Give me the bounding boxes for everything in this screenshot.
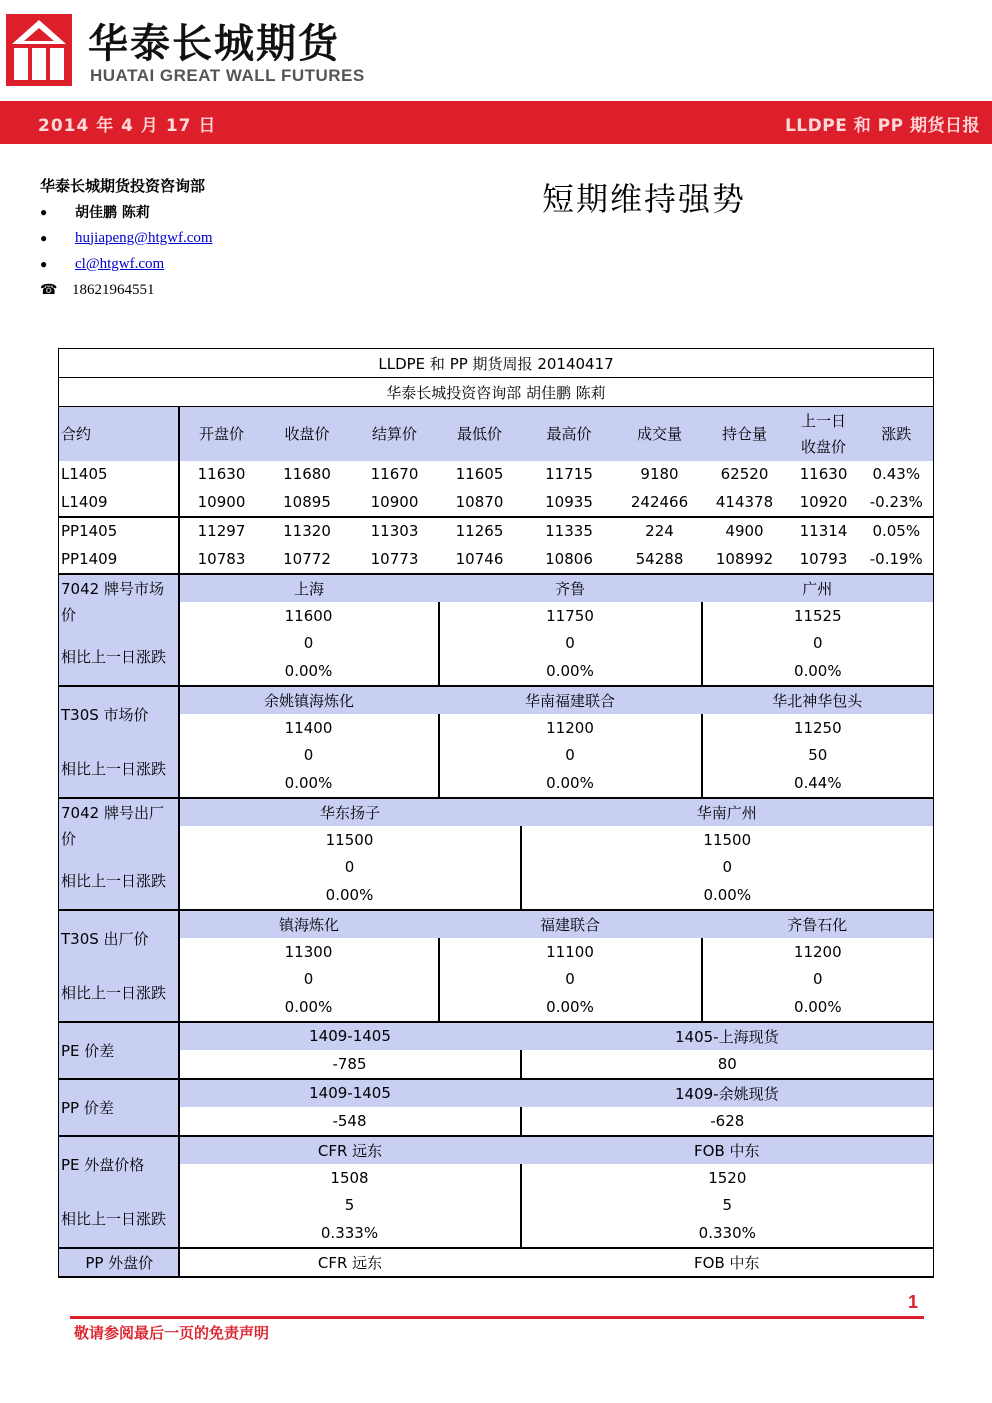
table-cell: 10920: [799, 492, 848, 511]
table-cell: 华南广州: [521, 798, 934, 827]
column-header-change: 涨跌: [860, 407, 934, 461]
label-change: 相比上一日涨跌: [59, 742, 179, 798]
table-cell: 11630: [197, 465, 246, 484]
table-cell: 11265: [439, 517, 521, 546]
label-pe-spread: PE 价差: [59, 1022, 179, 1079]
table-cell: 11715: [545, 465, 593, 484]
table-cell: -0.19%: [860, 545, 934, 574]
table-cell: CFR 远东: [179, 1248, 521, 1278]
table-cell: -628: [521, 1107, 934, 1136]
table-row: [59, 798, 934, 827]
table-row: [59, 714, 934, 742]
table-cell: 11303: [351, 517, 439, 546]
table-cell: 1520: [521, 1164, 934, 1192]
table-subtitle: 华泰长城投资咨询部 胡佳鹏 陈莉: [59, 378, 934, 407]
table-row: [59, 686, 934, 715]
logo-english-name: HUATAI GREAT WALL FUTURES: [90, 66, 365, 85]
table-cell: 0.330%: [521, 1219, 934, 1248]
table-cell: 11400: [179, 714, 439, 742]
column-header-settle: 结算价: [351, 407, 439, 461]
disclaimer-note: 敬请参阅最后一页的免责声明: [74, 1324, 270, 1342]
table-row: [59, 630, 934, 658]
table-cell: 0: [179, 854, 521, 882]
table-row: [59, 378, 934, 407]
table-cell: 0.00%: [439, 657, 702, 686]
table-cell: 0.00%: [179, 657, 439, 686]
table-cell: 11320: [264, 517, 351, 546]
table-cell: 1405-上海现货: [521, 1022, 934, 1051]
table-cell: 0.00%: [439, 769, 702, 798]
table-cell: 11500: [521, 826, 934, 854]
label-7042-factory: 7042 牌号出厂价: [59, 798, 179, 854]
company-logo-icon: [6, 14, 72, 86]
table-cell: 镇海炼化: [179, 910, 439, 939]
table-cell: 5: [521, 1192, 934, 1220]
table-cell: 11605: [455, 465, 504, 484]
column-header-open-interest: 持仓量: [702, 407, 788, 461]
table-cell: FOB 中东: [521, 1248, 934, 1278]
column-header-open: 开盘价: [179, 407, 264, 461]
table-cell: L1405: [59, 461, 179, 489]
table-row: [59, 349, 934, 378]
table-row: [59, 881, 934, 910]
label-7042-market: 7042 牌号市场价: [59, 574, 179, 630]
table-cell: 10870: [455, 492, 504, 511]
table-cell: 10773: [370, 549, 419, 568]
table-row: [59, 517, 934, 546]
table-cell: 华东扬子: [179, 798, 521, 827]
table-cell: 414378: [715, 492, 774, 511]
table-row: [59, 1050, 934, 1079]
table-cell: 齐鲁石化: [702, 910, 934, 939]
table-cell: 50: [702, 742, 934, 770]
phone-icon: ☎: [40, 282, 58, 298]
label-t30s-factory: T30S 出厂价: [59, 910, 179, 966]
table-row: [59, 602, 934, 630]
table-cell: 0.00%: [439, 993, 702, 1022]
table-cell: 11335: [521, 517, 618, 546]
table-cell: 0.05%: [860, 517, 934, 546]
table-row: [59, 910, 934, 939]
phone-number: 18621964551: [72, 281, 155, 298]
table-cell: 1409-余姚现货: [521, 1079, 934, 1108]
table-cell: 54288: [635, 549, 684, 568]
bullet-icon: ●: [40, 204, 48, 219]
label-pe-foreign: PE 外盘价格: [59, 1136, 179, 1192]
logo-chinese-name: 华泰长城期货: [88, 21, 340, 67]
table-cell: -548: [179, 1107, 521, 1136]
table-cell: 11314: [788, 517, 860, 546]
table-cell: 10806: [545, 549, 593, 568]
table-row: [59, 461, 934, 489]
table-row: [59, 545, 934, 574]
table-title: LLDPE 和 PP 期货周报 20140417: [59, 349, 934, 378]
table-cell: 10935: [545, 492, 593, 511]
table-row: [59, 1136, 934, 1165]
table-cell: 108992: [715, 549, 774, 568]
table-cell: 0: [179, 630, 439, 658]
report-table: [58, 348, 934, 1278]
table-row: [59, 1192, 934, 1220]
table-row: [59, 966, 934, 994]
page-number: 1: [908, 1292, 919, 1312]
table-cell: 10900: [197, 492, 246, 511]
table-row: [59, 826, 934, 854]
table-row: [59, 574, 934, 603]
table-cell: 华南福建联合: [439, 686, 702, 715]
table-cell: 1508: [179, 1164, 521, 1192]
label-pp-spread: PP 价差: [59, 1079, 179, 1136]
label-change: 相比上一日涨跌: [59, 630, 179, 686]
table-cell: 9180: [640, 465, 679, 484]
table-cell: 224: [618, 517, 702, 546]
table-cell: 242466: [630, 492, 689, 511]
table-cell: PP1409: [59, 545, 179, 574]
table-cell: 0: [439, 966, 702, 994]
table-row: [59, 407, 934, 461]
bullet-icon: ●: [40, 230, 48, 245]
table-cell: 5: [179, 1192, 521, 1220]
table-row: [59, 488, 934, 517]
table-cell: 0: [439, 630, 702, 658]
region-guangzhou: 广州: [702, 574, 934, 603]
table-cell: 0.00%: [702, 993, 934, 1022]
table-cell: 1409-1405: [179, 1079, 521, 1108]
table-cell: 10783: [197, 549, 246, 568]
table-cell: 80: [521, 1050, 934, 1079]
column-header-high: 最高价: [521, 407, 618, 461]
table-cell: 0.43%: [860, 461, 934, 489]
label-pp-foreign: PP 外盘价: [59, 1248, 179, 1278]
table-cell: 0.00%: [179, 881, 521, 910]
region-qilu: 齐鲁: [439, 574, 702, 603]
table-cell: 0.333%: [179, 1219, 521, 1248]
table-cell: 0: [702, 966, 934, 994]
label-t30s-market: T30S 市场价: [59, 686, 179, 742]
table-cell: 0.00%: [521, 881, 934, 910]
table-cell: 11200: [702, 938, 934, 966]
column-header-contract: 合约: [59, 407, 179, 461]
table-cell: 1409-1405: [179, 1022, 521, 1051]
table-cell: 11200: [439, 714, 702, 742]
column-header-close: 收盘价: [264, 407, 351, 461]
report-title: LLDPE 和 PP 期货日报: [784, 116, 980, 136]
table-row: [59, 993, 934, 1022]
table-cell: 10895: [283, 492, 331, 511]
table-row: [59, 1164, 934, 1192]
table-row: [59, 938, 934, 966]
table-cell: 余姚镇海炼化: [179, 686, 439, 715]
table-cell: 11680: [283, 465, 331, 484]
table-row: [59, 769, 934, 798]
table-cell: 11750: [439, 602, 702, 630]
table-row: [59, 1219, 934, 1248]
email-link-hujiapeng[interactable]: hujiapeng@htgwf.com: [75, 229, 213, 246]
table-cell: 0: [521, 854, 934, 882]
bullet-icon: ●: [40, 256, 48, 271]
table-cell: 11297: [179, 517, 264, 546]
department-name: 华泰长城期货投资咨询部: [40, 177, 206, 195]
table-cell: 62520: [720, 465, 769, 484]
report-date: 2014 年 4 月 17 日: [38, 116, 217, 136]
table-row: [59, 1022, 934, 1051]
region-shanghai: 上海: [179, 574, 439, 603]
table-row: [59, 1107, 934, 1136]
table-cell: 0: [179, 742, 439, 770]
table-cell: 0.00%: [702, 657, 934, 686]
table-cell: CFR 远东: [179, 1136, 521, 1165]
table-cell: 福建联合: [439, 910, 702, 939]
table-cell: 11250: [702, 714, 934, 742]
contact-list: [40, 199, 213, 303]
table-row: [59, 1079, 934, 1108]
table-cell: -785: [179, 1050, 521, 1079]
table-cell: 0.00%: [179, 769, 439, 798]
label-change: 相比上一日涨跌: [59, 854, 179, 910]
table-cell: 11500: [179, 826, 521, 854]
analyst-names: 胡佳鹏 陈莉: [75, 205, 150, 221]
table-cell: L1409: [59, 488, 179, 517]
table-cell: 11600: [179, 602, 439, 630]
label-change: 相比上一日涨跌: [59, 966, 179, 1022]
column-header-low: 最低价: [439, 407, 521, 461]
footer-divider: [70, 1316, 924, 1319]
table-cell: 10793: [799, 549, 848, 568]
table-cell: 11100: [439, 938, 702, 966]
table-cell: 10746: [455, 549, 504, 568]
table-cell: 11670: [370, 465, 419, 484]
table-row: [59, 1248, 934, 1278]
table-cell: PP1405: [59, 517, 179, 546]
column-header-volume: 成交量: [618, 407, 702, 461]
table-cell: 0: [179, 966, 439, 994]
table-row: [59, 657, 934, 686]
table-cell: 0.00%: [179, 993, 439, 1022]
headline: 短期维持强势: [542, 180, 747, 218]
table-cell: 11300: [179, 938, 439, 966]
table-cell: -0.23%: [860, 488, 934, 517]
column-header-prev-close: 上一日 收盘价: [788, 407, 860, 461]
table-cell: 0: [439, 742, 702, 770]
table-cell: 11630: [799, 465, 848, 484]
table-cell: 4900: [702, 517, 788, 546]
table-cell: 11525: [702, 602, 934, 630]
label-change: 相比上一日涨跌: [59, 1192, 179, 1248]
table-row: [59, 742, 934, 770]
table-cell: 10900: [370, 492, 419, 511]
email-link-cl[interactable]: cl@htgwf.com: [75, 255, 165, 272]
table-cell: 0: [702, 630, 934, 658]
table-cell: FOB 中东: [521, 1136, 934, 1165]
table-cell: 华北神华包头: [702, 686, 934, 715]
table-row: [59, 854, 934, 882]
table-cell: 0.44%: [702, 769, 934, 798]
table-cell: 10772: [283, 549, 331, 568]
